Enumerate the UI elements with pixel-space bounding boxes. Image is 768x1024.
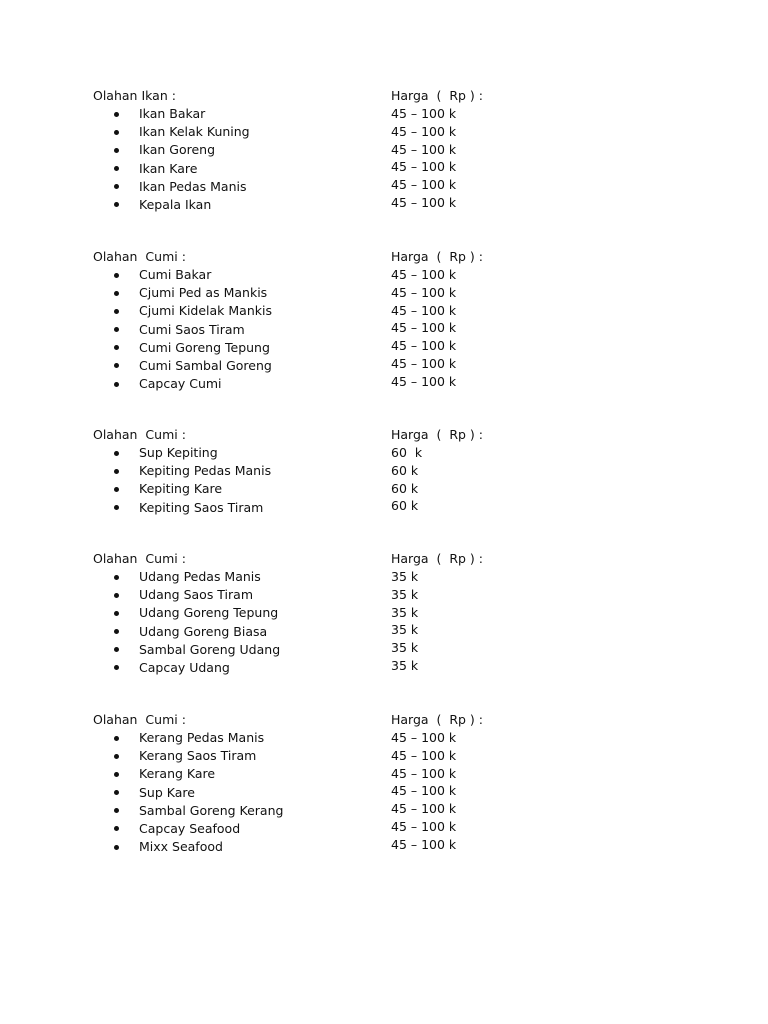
price-value: 45 – 100 k: [391, 267, 457, 282]
item-label: Capcay Seafood: [139, 820, 241, 836]
list-item: [114, 375, 272, 393]
list-item: [114, 196, 250, 214]
price-value: 45 – 100 k: [391, 159, 457, 175]
list-item: [114, 444, 271, 462]
bullet-icon: [114, 845, 119, 850]
price-value: 45 – 100 k: [391, 783, 457, 799]
item-label: Udang Saos Tiram: [139, 587, 254, 603]
bullet-icon: [114, 112, 119, 117]
bullet-icon: [114, 327, 119, 332]
item-list: [114, 729, 283, 856]
bullet-icon: [114, 808, 119, 813]
list-item: [114, 838, 283, 856]
item-label: Cjumi Ped as Mankis: [139, 285, 268, 301]
item-label: Cumi Sambal Goreng: [139, 357, 272, 373]
item-label: Cumi Saos Tiram: [139, 321, 245, 337]
item-label: Cumi Goreng Tepung: [139, 339, 270, 355]
item-label: Kerang Kare: [139, 766, 216, 782]
list-item: [114, 178, 250, 196]
bullet-icon: [114, 345, 119, 350]
price-header: Harga ( Rp ) :: [391, 249, 483, 264]
price-value: 35 k: [391, 604, 419, 620]
price-list: [391, 105, 456, 212]
price-value: 45 – 100 k: [391, 801, 457, 817]
bullet-icon: [114, 647, 119, 652]
price-value: 35 k: [391, 657, 419, 673]
list-item: [114, 160, 250, 178]
bullet-icon: [114, 148, 119, 153]
price-value: 45 – 100 k: [391, 106, 457, 121]
item-label: Udang Goreng Tepung: [139, 605, 279, 621]
bullet-icon: [114, 593, 119, 598]
list-item: [114, 659, 280, 677]
item-label: Ikan Bakar: [139, 106, 206, 121]
price-list: [391, 729, 456, 854]
price-value: 60 k: [391, 498, 419, 514]
item-label: Sup Kare: [139, 784, 195, 800]
price-value: 45 – 100 k: [391, 177, 457, 193]
bullet-icon: [114, 469, 119, 474]
price-value: 45 – 100 k: [391, 141, 457, 157]
bullet-icon: [114, 665, 119, 670]
bullet-icon: [114, 184, 119, 189]
price-value: 45 – 100 k: [391, 338, 457, 354]
list-item: [114, 729, 283, 747]
price-value: 45 – 100 k: [391, 836, 457, 852]
bullet-icon: [114, 451, 119, 456]
bullet-icon: [114, 736, 119, 741]
price-header: Harga ( Rp ) :: [391, 427, 483, 442]
price-value: 45 – 100 k: [391, 373, 457, 389]
price-value: 45 – 100 k: [391, 194, 457, 210]
price-value: 35 k: [391, 586, 419, 602]
bullet-icon: [114, 309, 119, 314]
bullet-icon: [114, 382, 119, 387]
list-item: [114, 357, 272, 375]
item-label: Udang Pedas Manis: [139, 569, 261, 584]
section-title: Olahan Ikan :: [93, 88, 176, 103]
price-value: 60 k: [391, 462, 419, 478]
item-label: Kerang Saos Tiram: [139, 748, 257, 764]
list-item: [114, 105, 250, 123]
list-item: [114, 499, 271, 517]
item-list: [114, 266, 272, 393]
list-item: [114, 321, 272, 339]
item-label: Udang Goreng Biasa: [139, 623, 268, 639]
list-item: [114, 302, 272, 320]
section-title: Olahan Cumi :: [93, 551, 186, 566]
list-item: [114, 480, 271, 498]
item-list: [114, 444, 271, 517]
item-label: Kepiting Saos Tiram: [139, 499, 264, 515]
price-value: 45 – 100 k: [391, 747, 457, 763]
item-label: Sambal Goreng Kerang: [139, 802, 284, 818]
price-header: Harga ( Rp ) :: [391, 712, 483, 727]
list-item: [114, 123, 250, 141]
price-value: 45 – 100 k: [391, 284, 457, 300]
list-item: [114, 765, 283, 783]
bullet-icon: [114, 754, 119, 759]
price-value: 45 – 100 k: [391, 320, 457, 336]
price-list: [391, 444, 422, 515]
item-label: Kerang Pedas Manis: [139, 730, 265, 745]
list-item: [114, 284, 272, 302]
list-item: [114, 747, 283, 765]
price-value: 45 – 100 k: [391, 355, 457, 371]
bullet-icon: [114, 166, 119, 171]
price-list: [391, 266, 456, 391]
list-item: [114, 784, 283, 802]
list-item: [114, 266, 272, 284]
list-item: [114, 339, 272, 357]
bullet-icon: [114, 790, 119, 795]
price-header: Harga ( Rp ) :: [391, 551, 483, 566]
price-value: 45 – 100 k: [391, 302, 457, 318]
item-label: Ikan Pedas Manis: [139, 178, 247, 194]
item-label: Ikan Goreng: [139, 142, 216, 158]
bullet-icon: [114, 629, 119, 634]
bullet-icon: [114, 772, 119, 777]
item-label: Sambal Goreng Udang: [139, 641, 281, 657]
price-value: 45 – 100 k: [391, 765, 457, 781]
price-value: 35 k: [391, 622, 419, 638]
list-item: [114, 141, 250, 159]
price-header: Harga ( Rp ) :: [391, 88, 483, 103]
price-list: [391, 568, 418, 675]
item-label: Kepala Ikan: [139, 196, 212, 212]
bullet-icon: [114, 291, 119, 296]
item-label: Ikan Kelak Kuning: [139, 124, 250, 140]
price-value: 60 k: [391, 480, 419, 496]
list-item: [114, 604, 280, 622]
price-value: 45 – 100 k: [391, 123, 457, 139]
price-value: 45 – 100 k: [391, 818, 457, 834]
bullet-icon: [114, 487, 119, 492]
item-label: Cumi Bakar: [139, 267, 212, 282]
bullet-icon: [114, 130, 119, 135]
bullet-icon: [114, 826, 119, 831]
item-label: Sup Kepiting: [139, 445, 218, 460]
bullet-icon: [114, 575, 119, 580]
price-value: 35 k: [391, 640, 419, 656]
section-title: Olahan Cumi :: [93, 427, 186, 442]
list-item: [114, 623, 280, 641]
item-label: Capcay Cumi: [139, 376, 222, 392]
list-item: [114, 820, 283, 838]
item-label: Kepiting Pedas Manis: [139, 463, 272, 479]
item-label: Capcay Udang: [139, 659, 230, 675]
list-item: [114, 641, 280, 659]
item-label: Cjumi Kidelak Mankis: [139, 303, 272, 319]
list-item: [114, 802, 283, 820]
list-item: [114, 586, 280, 604]
price-value: 45 – 100 k: [391, 730, 457, 745]
section-title: Olahan Cumi :: [93, 249, 186, 264]
item-list: [114, 568, 280, 677]
item-list: [114, 105, 250, 214]
bullet-icon: [114, 611, 119, 616]
price-value: 60 k: [391, 445, 423, 460]
item-label: Ikan Kare: [139, 160, 198, 176]
price-value: 35 k: [391, 569, 419, 584]
section-title: Olahan Cumi :: [93, 712, 186, 727]
item-label: Mixx Seafood: [139, 839, 223, 855]
bullet-icon: [114, 505, 119, 510]
item-label: Kepiting Kare: [139, 481, 223, 497]
list-item: [114, 568, 280, 586]
bullet-icon: [114, 202, 119, 207]
bullet-icon: [114, 273, 119, 278]
bullet-icon: [114, 363, 119, 368]
list-item: [114, 462, 271, 480]
